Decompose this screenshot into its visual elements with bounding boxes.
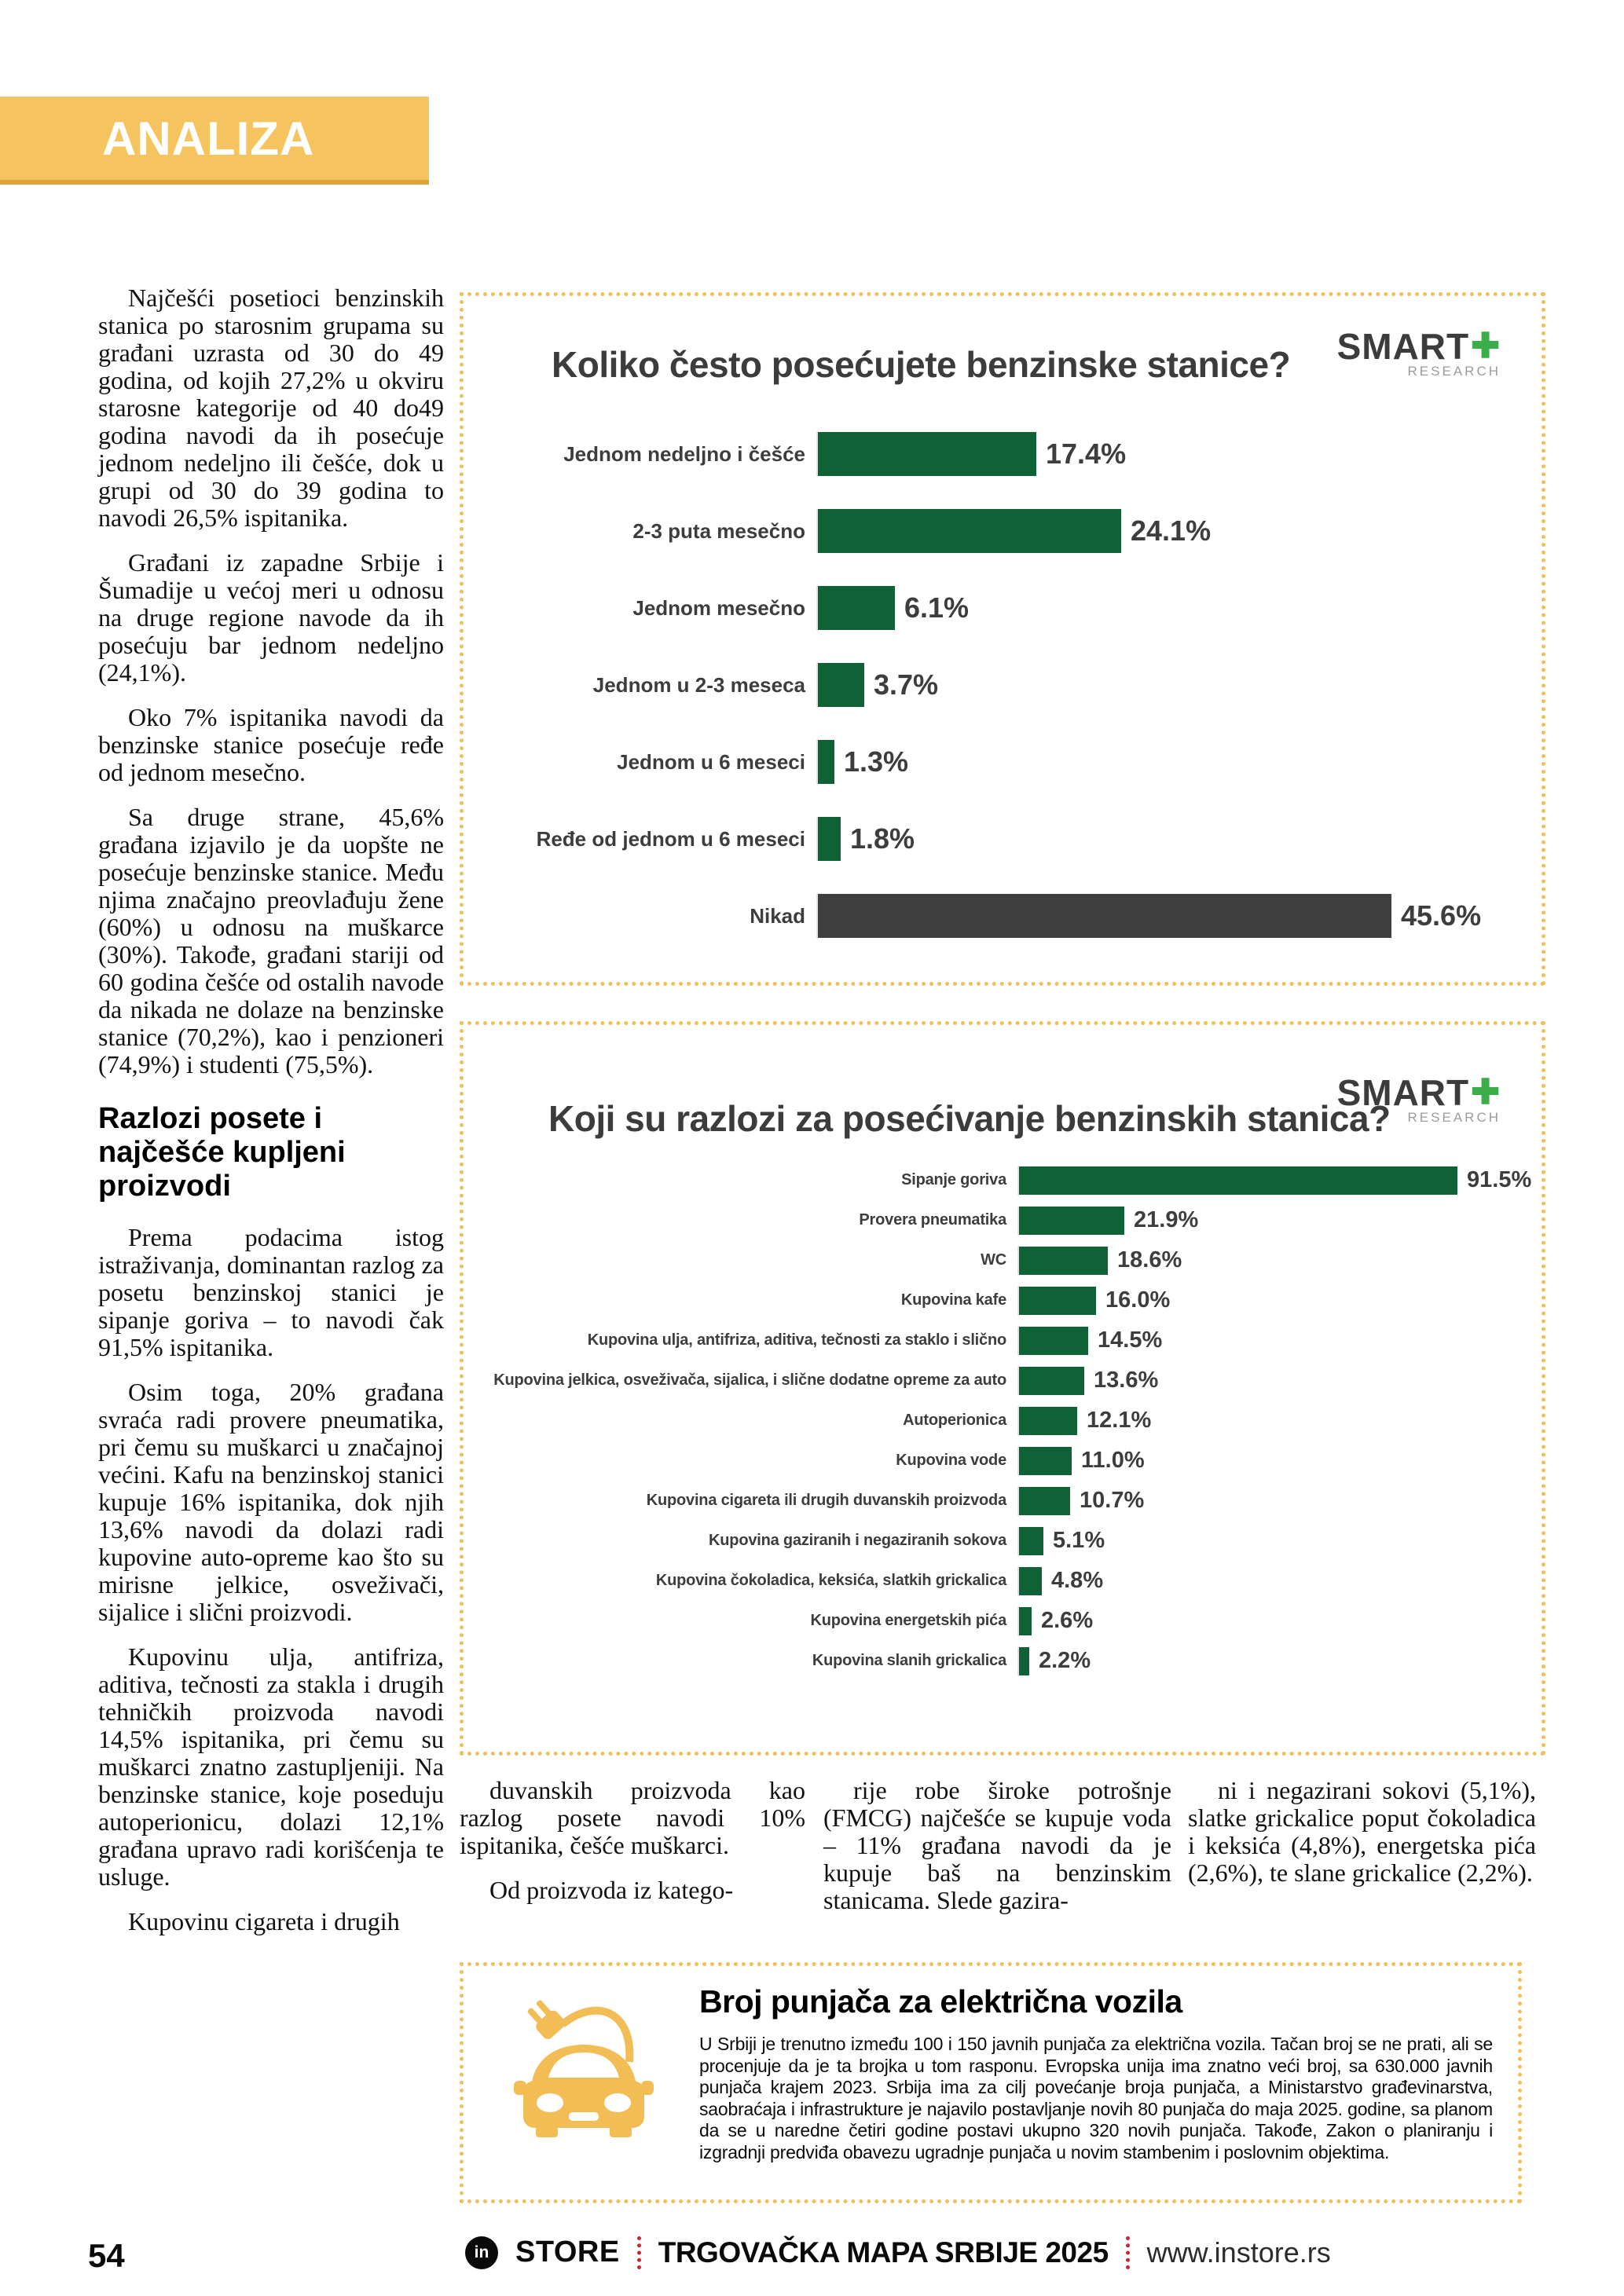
- paragraph: Kupovinu ulja, antifriza, aditiva, tečnosti za stakla i drugih tehničkih proizvoda navodi 14,5% ispitanika, pri čemu su muškarci znatno zastupljeniji. Na benzinske stanice, koje poseduju autoperionicu, dolazi 12,1% građana upravo radi korišćenja te usluge.: [98, 1642, 444, 1891]
- infobox-title: Broj punjača za električna vozila: [699, 1983, 1182, 2020]
- smart-research-logo: [1336, 1072, 1501, 1126]
- paragraph: Prema podacima istog istraživanja, dominantan razlog za posetu benzinskoj stanici je sipanje goriva – to navodi čak 91,5% ispitanika.: [98, 1223, 444, 1361]
- bar-chart-reasons: [475, 1160, 1535, 1681]
- bar: [1019, 1367, 1084, 1395]
- chart-bar-row: [475, 1441, 1535, 1481]
- chart-bar-row: [475, 1200, 1535, 1240]
- bar-value-label: 45.6%: [1401, 899, 1482, 932]
- bar-value-label: 11.0%: [1081, 1448, 1145, 1473]
- bar-track: [1017, 1527, 1535, 1555]
- bar-track: [1017, 1647, 1535, 1675]
- bar-category-label: Jednom u 2-3 meseca: [592, 672, 805, 697]
- bar-track: [1017, 1367, 1535, 1395]
- plus-icon: ✚: [1471, 327, 1501, 365]
- bar-category-label: Jednom mesečno: [632, 595, 805, 620]
- bar-value-label: 13.6%: [1094, 1368, 1159, 1393]
- article-bottom-column-3: [1188, 1777, 1536, 1904]
- chart-bar-row: [475, 1601, 1535, 1641]
- bar-category-label: Kupovina energetskih pića: [810, 1612, 1006, 1629]
- bar-category-label: Jednom nedeljno i češće: [563, 441, 805, 466]
- paragraph: Oko 7% ispitanika navodi da benzinske stanice posećuje ređe od jednom mesečno.: [98, 703, 444, 786]
- logo-smart-text: SMART: [1336, 326, 1470, 367]
- chart-title: Koji su razlozi za posećivanje benzinskih stanica?: [548, 1098, 1391, 1139]
- article-subheading: Razlozi posete i najčešće kupljeni proizvodi: [98, 1102, 346, 1203]
- page-number: 54: [88, 2237, 125, 2274]
- paragraph: Građani iz zapadne Srbije i Šumadije u većoj meri u odnosu na druge regione navode da ih posećuju bar jednom nedeljno (24,1%).: [98, 548, 444, 687]
- bar-value-label: 14.5%: [1098, 1327, 1163, 1353]
- chart-bar-row: [483, 416, 1514, 493]
- bar-value-label: 3.7%: [874, 668, 939, 701]
- bar-track: [816, 740, 1514, 784]
- article-bottom-column-1: [460, 1777, 805, 1921]
- ev-chargers-infobox: [460, 1962, 1522, 2203]
- chart-bar-row: [475, 1481, 1535, 1521]
- bar-category-label: 2-3 puta mesečno: [632, 518, 805, 543]
- section-banner: [0, 97, 429, 185]
- chart-bar-row: [483, 877, 1514, 954]
- bar-track: [816, 432, 1514, 476]
- bar: [818, 509, 1121, 553]
- bar-value-label: 16.0%: [1105, 1287, 1171, 1313]
- bar-category-label: Kupovina cigareta ili drugih duvanskih proizvoda: [646, 1492, 1006, 1509]
- paragraph: Od proizvoda iz katego-: [489, 1876, 734, 1904]
- bar-value-label: 91.5%: [1467, 1167, 1532, 1192]
- bar-category-label: Kupovina ulja, antifriza, aditiva, tečnosti za staklo i slično: [587, 1331, 1006, 1349]
- bar: [1019, 1247, 1108, 1275]
- bar-track: [1017, 1487, 1535, 1515]
- bar: [818, 740, 834, 784]
- bar-track: [1017, 1327, 1535, 1355]
- bar-category-label: WC: [981, 1251, 1006, 1269]
- bar-value-label: 18.6%: [1117, 1247, 1182, 1273]
- bar-track: [1017, 1287, 1535, 1315]
- bar-category-label: Kupovina vode: [896, 1452, 1006, 1469]
- bar: [1019, 1447, 1072, 1475]
- bar: [818, 817, 841, 861]
- bar: [1019, 1527, 1043, 1555]
- bar: [1019, 1567, 1042, 1595]
- bar-category-label: Kupovina jelkica, osveživača, sijalica, i slične dodatne opreme za auto: [493, 1371, 1006, 1389]
- chart-bar-row: [483, 800, 1514, 877]
- bar: [1019, 1647, 1029, 1675]
- footer-separator: [637, 2236, 641, 2269]
- instore-logo-mark: in: [465, 2236, 498, 2269]
- plus-icon: ✚: [1471, 1073, 1501, 1111]
- bar-value-label: 1.8%: [850, 822, 915, 855]
- bar: [1019, 1166, 1457, 1195]
- bar-track: [816, 894, 1514, 938]
- paragraph: ni i negazirani sokovi (5,1%), slatke grickalice poput čokoladica i keksića (4,8%), energetska pića (2,6%), te slane grickalice (2,2%).: [1188, 1776, 1536, 1887]
- bar-track: [1017, 1407, 1535, 1435]
- chart-bar-row: [475, 1160, 1535, 1200]
- chart-bar-row: [475, 1320, 1535, 1360]
- chart-bar-row: [475, 1521, 1535, 1561]
- bar-category-label: Sipanje goriva: [901, 1171, 1006, 1188]
- bar-value-label: 21.9%: [1134, 1207, 1199, 1232]
- bar-track: [1017, 1207, 1535, 1235]
- bar-value-label: 6.1%: [904, 591, 970, 624]
- paragraph: Kupovinu cigareta i drugih: [128, 1907, 400, 1935]
- bar: [1019, 1207, 1124, 1235]
- chart-box-reasons: [460, 1021, 1545, 1756]
- chart-bar-row: [483, 723, 1514, 800]
- chart-bar-row: [475, 1561, 1535, 1601]
- chart-bar-row: [475, 1240, 1535, 1280]
- logo-research-text: RESEARCH: [1407, 364, 1501, 379]
- bar-track: [1017, 1166, 1535, 1195]
- chart-bar-row: [475, 1401, 1535, 1441]
- bar: [818, 894, 1391, 938]
- chart-bar-row: [475, 1641, 1535, 1681]
- smart-research-logo: [1336, 326, 1501, 379]
- bar-category-label: Kupovina slanih grickalica: [812, 1652, 1006, 1669]
- paragraph: rije robe široke potrošnje (FMCG) najčešće se kupuje voda – 11% građana navodi da je kupuje baš na benzinskim stanicama. Slede gazira-: [823, 1776, 1171, 1914]
- bar-value-label: 17.4%: [1046, 438, 1127, 470]
- bar: [818, 663, 864, 707]
- bar-track: [816, 509, 1514, 553]
- infobox-body: U Srbiji je trenutno između 100 i 150 javnih punjača za električna vozila. Tačan broj se ne prati, ali se procenjuje da je ta brojka u tom rasponu. Evropska unija ima znatno veći broj, sa 630.000 javnih punjača krajem 2023. Srbija ima za cilj povećanje broja punjača, a Ministarstvo građevinarstva, saobraćaja i infrastrukture je najavilo postavljanje novih 80 punjača do maja 2025. godine, sa planom da se u naredne četiri godine postavi ukupno 320 novih punjača. Takođe, Zakon o planiranju i izgradnji predviđa obavezu ugradnje punjača u novim stambenim i poslovnim objektima.: [699, 2034, 1493, 2162]
- bar-value-label: 5.1%: [1053, 1528, 1105, 1553]
- footer-separator: [1126, 2236, 1130, 2269]
- chart-bar-row: [475, 1360, 1535, 1401]
- article-left-column: [98, 284, 444, 1953]
- bar: [1019, 1287, 1096, 1315]
- bar-category-label: Kupovina kafe: [900, 1291, 1006, 1309]
- publication-title: TRGOVAČKA MAPA SRBIJE 2025: [658, 2236, 1109, 2269]
- bar: [818, 432, 1036, 476]
- bar-chart-frequency: [483, 416, 1514, 954]
- bar: [1019, 1607, 1032, 1635]
- bar-category-label: Ređe od jednom u 6 meseci: [536, 826, 805, 851]
- bar-category-label: Jednom u 6 meseci: [617, 749, 805, 774]
- bar-category-label: Kupovina gaziranih i negaziranih sokova: [709, 1532, 1006, 1549]
- bar-track: [816, 586, 1514, 630]
- section-title: ANALIZA: [102, 112, 315, 165]
- bar-value-label: 2.2%: [1039, 1648, 1091, 1673]
- logo-research-text: RESEARCH: [1407, 1110, 1501, 1125]
- bar: [1019, 1407, 1077, 1435]
- bar-track: [1017, 1447, 1535, 1475]
- logo-smart-text: SMART: [1336, 1072, 1470, 1113]
- chart-bar-row: [483, 646, 1514, 723]
- article-bottom-column-2: [823, 1777, 1171, 1932]
- paragraph: Osim toga, 20% građana svraća radi provere pneumatika, pri čemu su muškarci u značajnoj većini. Kafu na benzinskoj stanici kupuje 16% ispitanika, dok njih 13,6% navodi da dolazi radi kupovine auto-opreme kao što su mirisne jelkice, osveživači, sijalice i slični proizvodi.: [98, 1378, 444, 1626]
- instore-logo-text: STORE: [515, 2236, 620, 2269]
- bar-value-label: 4.8%: [1051, 1568, 1104, 1593]
- bar-category-label: Autoperionica: [903, 1412, 1006, 1429]
- bar-value-label: 2.6%: [1041, 1608, 1094, 1633]
- footer-bar: [465, 2236, 1331, 2269]
- chart-box-frequency: [460, 292, 1545, 986]
- bar-value-label: 12.1%: [1087, 1408, 1152, 1433]
- website-link[interactable]: www.instore.rs: [1146, 2236, 1331, 2269]
- bar-category-label: Kupovina čokoladica, keksića, slatkih grickalica: [655, 1572, 1006, 1589]
- bar-track: [816, 663, 1514, 707]
- paragraph: duvanskih proizvoda kao razlog posete navodi 10% ispitanika, češće muškarci.: [460, 1776, 805, 1859]
- bar-track: [1017, 1567, 1535, 1595]
- chart-bar-row: [483, 493, 1514, 569]
- bar-track: [1017, 1607, 1535, 1635]
- bar-value-label: 24.1%: [1131, 514, 1212, 547]
- bar-value-label: 1.3%: [844, 745, 909, 778]
- paragraph: Sa druge strane, 45,6% građana izjavilo je da uopšte ne posećuje benzinske stanice. Među njima značajno preovlađuju žene (60%) u odnosu na muškarce (30%). Takođe, građani stariji od 60 godina češće od ostalih navode da nikada ne dolaze na benzinske stanice (70,2%), kao i penzioneri (74,9%) i studenti (75,5%).: [98, 803, 444, 1078]
- bar: [1019, 1327, 1088, 1355]
- bar-track: [816, 817, 1514, 861]
- bar-value-label: 10.7%: [1080, 1488, 1145, 1513]
- bar-track: [1017, 1247, 1535, 1275]
- paragraph: Najčešći posetioci benzinskih stanica po starosnim grupama su građani uzrasta od 30 do 49 godina, od kojih 27,2% u okviru starosne kategorije od 40 do49 godina navodi da ih posećuje jednom nedeljno ili češće, dok u grupi od 30 do 39 godina to navodi 26,5% ispitanika.: [98, 284, 444, 532]
- ev-charger-car-icon: [501, 1990, 666, 2151]
- bar: [818, 586, 895, 630]
- chart-title: Koliko često posećujete benzinske stanice?: [552, 344, 1291, 385]
- bar: [1019, 1487, 1070, 1515]
- chart-bar-row: [483, 569, 1514, 646]
- bar-category-label: Provera pneumatika: [859, 1211, 1006, 1229]
- chart-bar-row: [475, 1280, 1535, 1320]
- bar-category-label: Nikad: [750, 903, 805, 928]
